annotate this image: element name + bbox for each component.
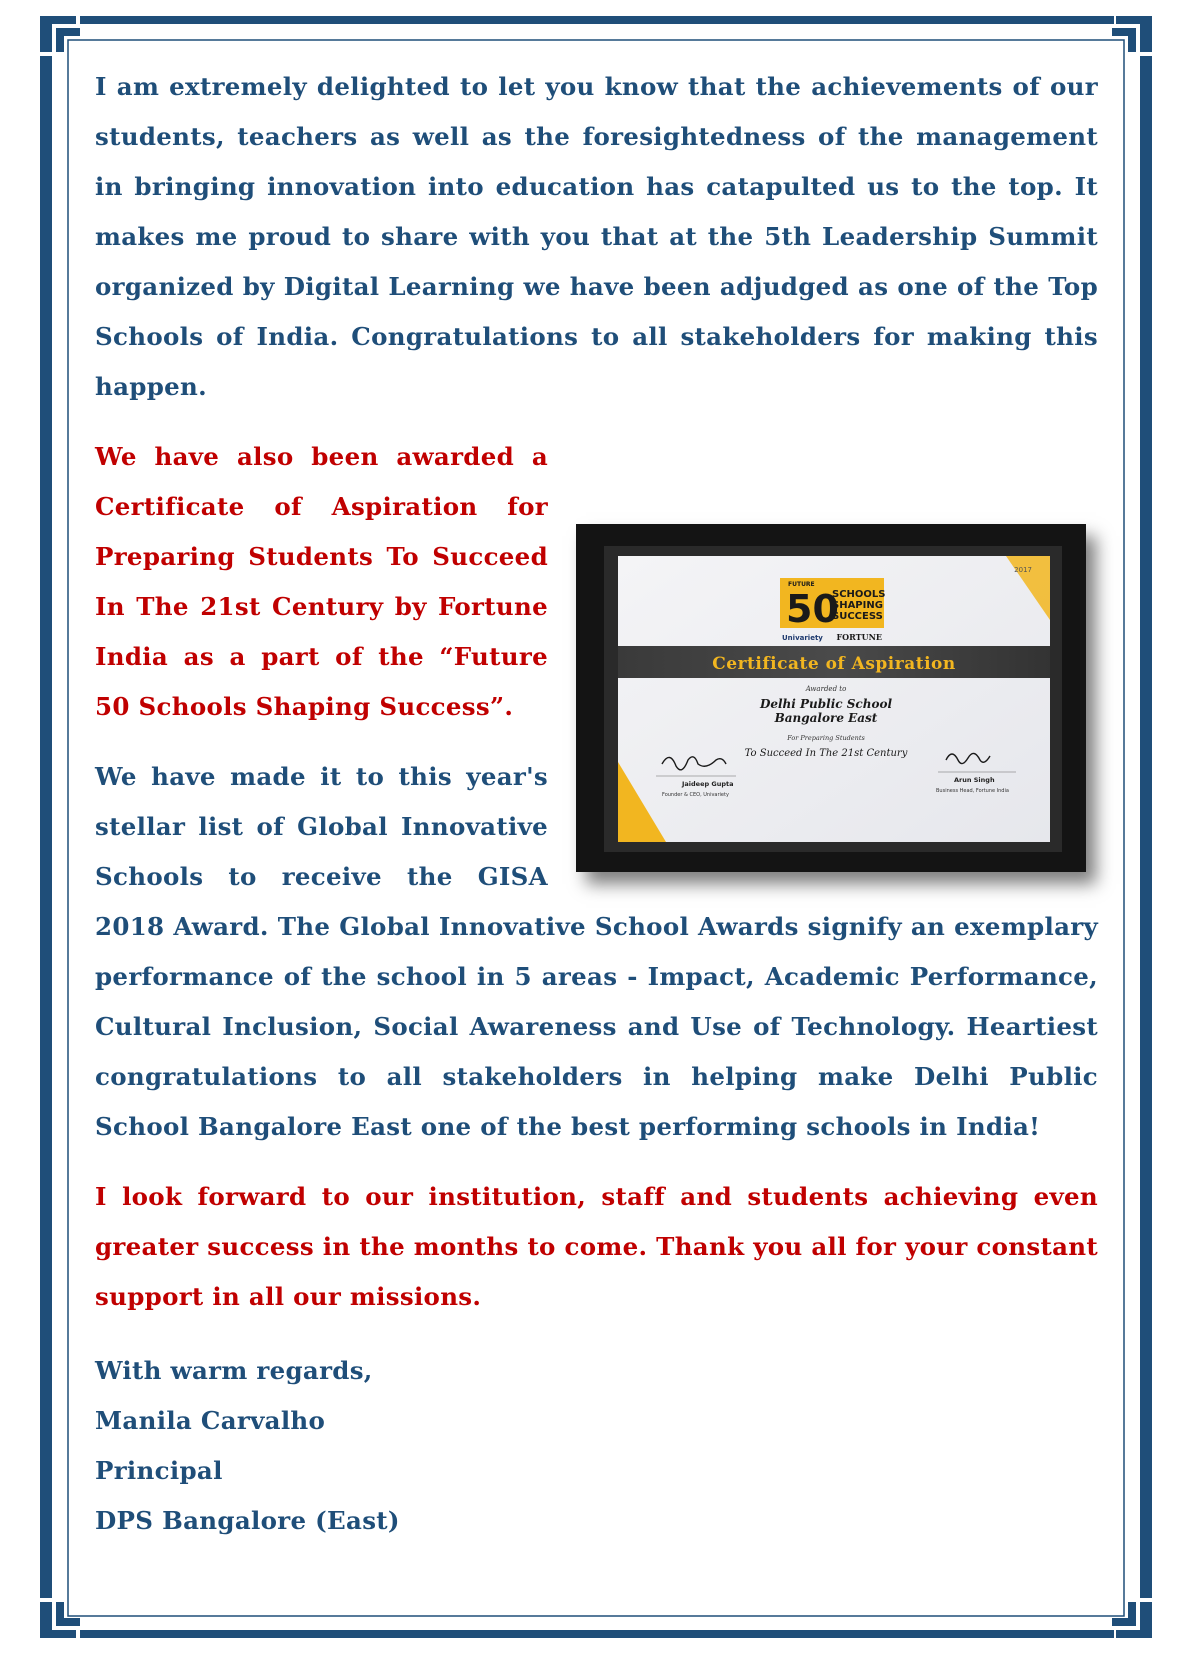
paragraph-achievements: I am extremely delighted to let you know that the achievements of our students, teachers as well as the foresightedness of the management in bringing innovation into education has catapulted us to the top. It makes me proud to share with you that at the 5th Leadership Summit organized by Digital Learning we have been adjudged as one of the Top Schools of India. Congratulations to all stakeholders for making this happen. <box>95 72 1098 401</box>
certificate-signer-2-name: Arun Singh <box>954 776 995 784</box>
signoff-closing: With warm regards, <box>95 1356 373 1385</box>
signoff-title: Principal <box>95 1456 223 1485</box>
certificate-school-line-1: Delhi Public School <box>759 697 893 711</box>
signoff-school: DPS Bangalore (East) <box>95 1506 400 1535</box>
paragraph-gisa: We have made it to this year's stellar list of Global Innovative Schools to receive the GISA 2018 Award. The Global Innovative School Awards signify an exemplary performance of the school in 5 areas - Impact, Academic Performance, Cultural Inclusion, Social Awareness and Use of Technology. Heartiest congratulations to all stakeholders in helping make Delhi Public School Bangalore East one of the best performing schools in India! <box>95 762 1098 1141</box>
certificate-partner-fortune: FORTUNE <box>836 632 882 642</box>
certificate-for-line: For Preparing Students <box>787 734 865 742</box>
certificate-signer-1-name: Jaideep Gupta <box>682 780 734 788</box>
certificate-photo <box>576 524 1086 872</box>
certificate-partner-univariety: Univariety <box>782 634 823 642</box>
certificate-image <box>576 524 1086 872</box>
certificate-logo-top: FUTURE <box>788 581 815 588</box>
certificate-purpose: To Succeed In The 21st Century <box>744 748 908 759</box>
certificate-logo-text-1: SCHOOLS <box>832 589 886 600</box>
paragraph-certificate-text: We have also been awarded a Certificate of Aspiration for Preparing Students To Succeed In The 21st Century by Fortune India as a part of the “Future 50 Schools Shaping Success”. <box>95 442 548 721</box>
certificate-logo-text-2: SHAPING <box>832 600 883 611</box>
certificate-school-line-2: Bangalore East <box>774 711 878 725</box>
certificate-signer-1-role: Founder & CEO, Univariety <box>662 792 729 798</box>
paragraph-closing: I look forward to our institution, staff and students achieving even greater success in the months to come. Thank you all for your constant support in all our missions. <box>95 1182 1098 1311</box>
signoff-name: Manila Carvalho <box>95 1406 326 1435</box>
certificate-signer-2-role: Business Head, Fortune India <box>936 788 1009 794</box>
certificate-year: 2017 <box>1014 566 1032 574</box>
signoff <box>95 1346 1098 1546</box>
certificate-logo-text-3: SUCCESS <box>832 611 883 622</box>
certificate-heading: Certificate of Aspiration <box>712 654 956 674</box>
certificate-awarded-to: Awarded to <box>805 685 847 693</box>
certificate-logo-number: 50 <box>786 587 839 631</box>
